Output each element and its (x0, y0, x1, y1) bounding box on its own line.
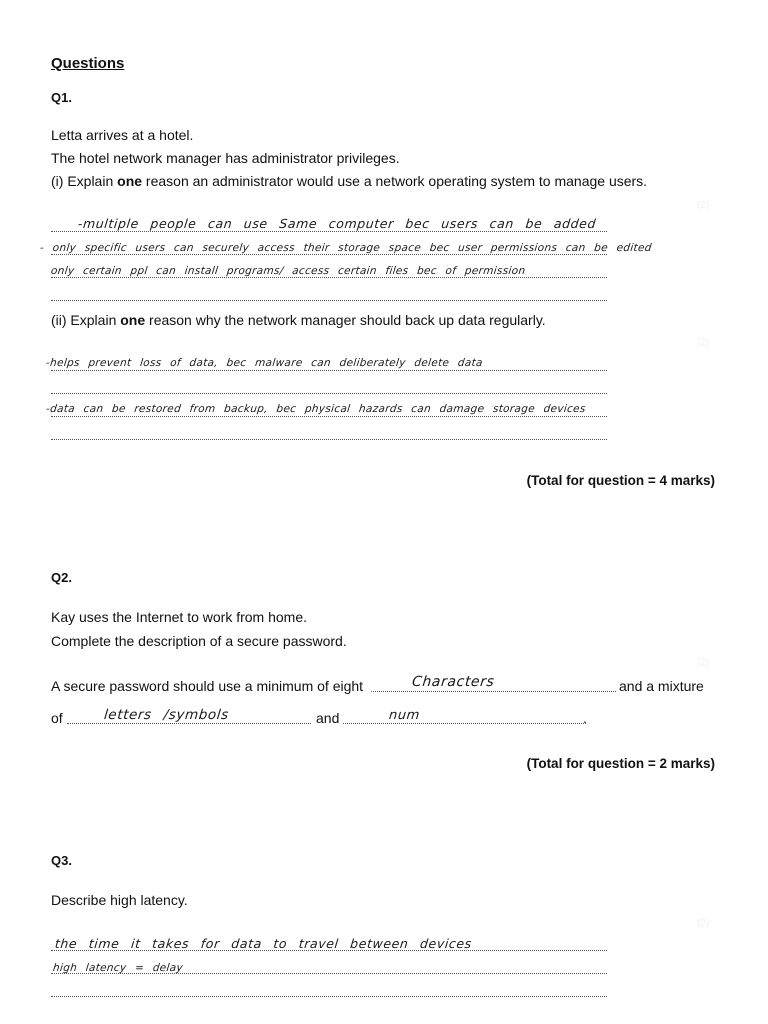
answer-line[interactable] (51, 254, 607, 255)
handwritten-answer: high latency = delay (52, 962, 184, 974)
q3-marks: (2) (697, 918, 710, 929)
blank-line[interactable] (343, 723, 586, 724)
handwritten-answer: the time it takes for data to travel between devices (54, 936, 473, 951)
q1-stem-line-2: The hotel network manager has administrator privileges. (51, 150, 400, 166)
q3-number: Q3. (51, 853, 72, 868)
handwritten-answer: -data can be restored from backup, bec physical hazards can damage storage devices (45, 403, 587, 415)
q1-part-i-prefix: (i) Explain (51, 173, 118, 189)
blank-line[interactable] (371, 691, 616, 692)
q1-part-ii-emphasis: one (120, 312, 146, 328)
answer-line[interactable] (51, 300, 607, 301)
answer-line[interactable] (51, 439, 607, 440)
q1-part-ii-marks: (2) (697, 337, 710, 348)
q2-sentence-start: A secure password should use a minimum of eight (51, 678, 364, 694)
q2-stem-line-2: Complete the description of a secure password. (51, 633, 347, 649)
blank-line[interactable] (67, 723, 311, 724)
q1-part-i-question (51, 173, 647, 190)
q2-total: (Total for question = 2 marks) (526, 756, 715, 771)
handwritten-answer: only certain ppl can install programs/ access certain files bec of permission (50, 265, 526, 277)
q1-part-i-suffix: reason an administrator would use a network operating system to manage users. (142, 173, 648, 189)
handwritten-answer: letters /symbols (103, 707, 230, 723)
answer-line[interactable] (51, 231, 607, 232)
q2-of-word: of (51, 710, 63, 726)
q1-part-i-marks: (2) (697, 200, 710, 211)
answer-line[interactable] (51, 370, 607, 371)
answer-line[interactable] (51, 277, 607, 278)
q1-part-ii-suffix: reason why the network manager should back up data regularly. (145, 312, 546, 328)
handwritten-answer: -multiple people can use Same computer bec users can be added (77, 216, 597, 231)
q2-and-word: and (316, 710, 340, 726)
q3-stem: Describe high latency. (51, 892, 188, 908)
handwritten-answer: -helps prevent loss of data, bec malware can deliberately delete data (45, 357, 484, 369)
answer-line[interactable] (51, 996, 607, 997)
page-heading: Questions (51, 55, 125, 72)
q2-marks: (2) (697, 657, 710, 668)
q1-stem-line-1: Letta arrives at a hotel. (51, 127, 194, 143)
q1-part-i-emphasis: one (117, 173, 143, 189)
q2-sentence-end: . (583, 710, 587, 726)
handwritten-answer: num (388, 708, 421, 723)
handwritten-answer: Characters (411, 674, 496, 690)
q1-part-ii-question (51, 312, 546, 329)
q1-part-ii-prefix: (ii) Explain (51, 312, 121, 328)
handwritten-answer: - only specific users can securely access their storage space bec user permissions can be edited (39, 242, 653, 254)
answer-line[interactable] (51, 393, 607, 394)
q2-sentence-mid: and a mixture (619, 678, 704, 694)
answer-line[interactable] (51, 416, 607, 417)
q1-number: Q1. (51, 90, 72, 105)
q2-stem-line-1: Kay uses the Internet to work from home. (51, 609, 308, 625)
q1-total: (Total for question = 4 marks) (526, 473, 715, 488)
q2-number: Q2. (51, 570, 72, 585)
